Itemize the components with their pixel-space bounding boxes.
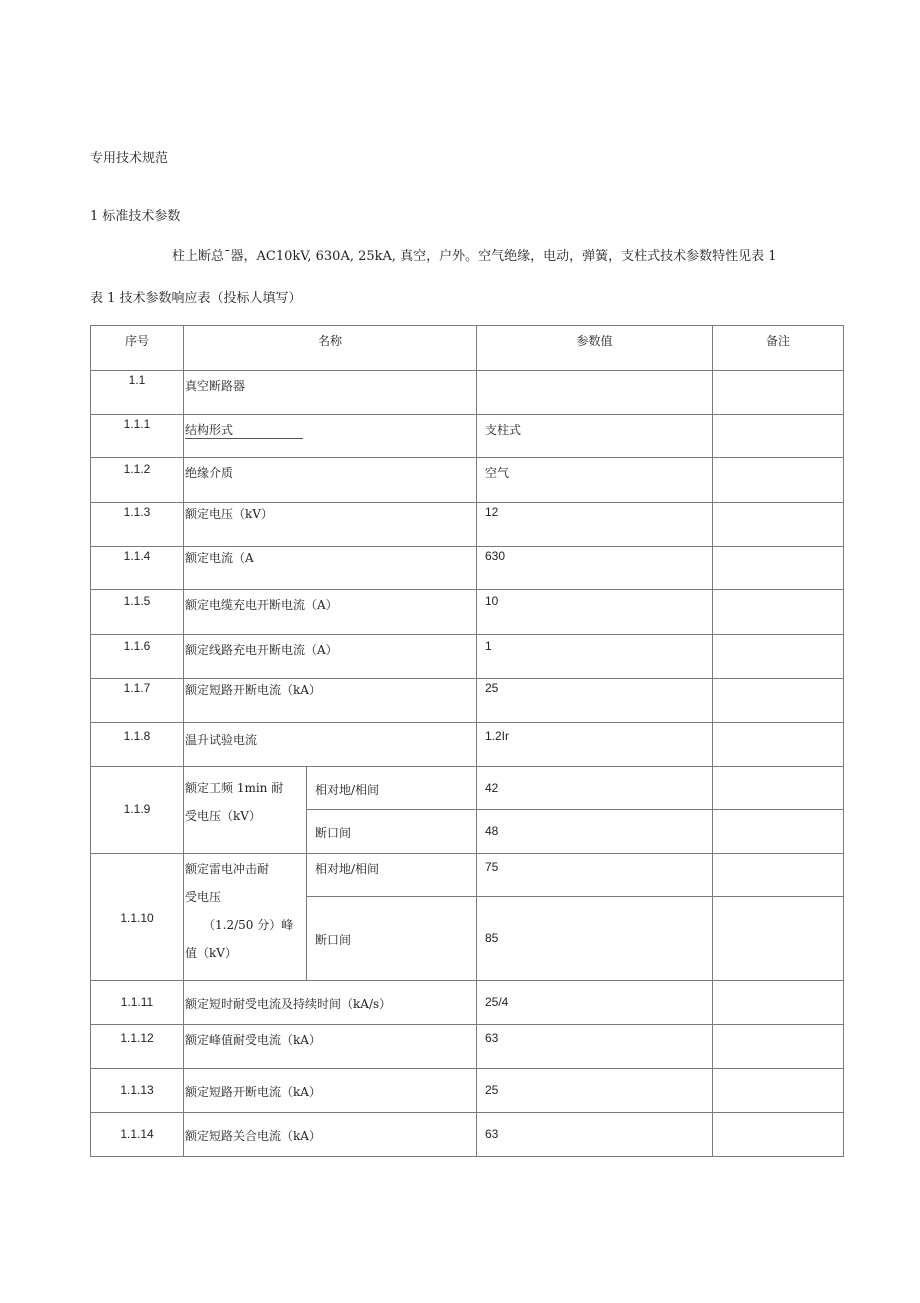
row-value: 63 xyxy=(485,1127,499,1141)
row-remark xyxy=(713,854,844,897)
table-row xyxy=(91,590,844,635)
row-value: 25/4 xyxy=(485,995,509,1009)
row-value: 10 xyxy=(485,594,499,608)
group-name-line: 受电压（kV） xyxy=(185,809,261,823)
row-value: 空气 xyxy=(485,466,510,480)
row-name: 额定短路开断电流（kA） xyxy=(185,683,321,697)
table-row xyxy=(91,1025,844,1069)
group-name-119 xyxy=(184,767,307,854)
row-name: 额定短路关合电流（kA） xyxy=(185,1129,321,1143)
table-row xyxy=(91,635,844,679)
row-seq: 1.1.4 xyxy=(123,549,151,563)
row-seq: 1.1.2 xyxy=(123,462,151,476)
row-seq: 1.1.11 xyxy=(120,995,154,1009)
row-name: 额定电流（A xyxy=(185,551,254,565)
row-seq: 1.1.5 xyxy=(123,594,151,608)
table-row xyxy=(91,371,844,415)
row-remark xyxy=(713,1113,844,1157)
row-seq: 1.1.12 xyxy=(120,1031,154,1045)
row-remark xyxy=(713,547,844,590)
row-remark xyxy=(713,981,844,1025)
header-seq: 序号 xyxy=(91,326,184,371)
group-name-line: 受电压 xyxy=(185,890,222,904)
header-name: 名称 xyxy=(184,326,477,371)
row-value: 42 xyxy=(485,781,499,795)
row-remark xyxy=(713,679,844,723)
section-heading: 1 标准技术参数 xyxy=(90,209,181,224)
row-name: 真空断路器 xyxy=(185,379,246,393)
row-seq: 1.1 xyxy=(128,373,146,387)
row-remark xyxy=(713,767,844,810)
row-name: 额定电缆充电开断电流（A） xyxy=(185,598,338,612)
row-name: 绝缘介质 xyxy=(185,466,234,480)
row-remark xyxy=(713,1025,844,1069)
table-row-group-1110 xyxy=(91,854,844,897)
row-remark xyxy=(713,897,844,981)
row-remark xyxy=(713,415,844,458)
row-seq: 1.1.3 xyxy=(123,505,151,519)
row-remark xyxy=(713,635,844,679)
row-name: 额定峰值耐受电流（kA） xyxy=(185,1033,321,1047)
row-value: 1.2Ir xyxy=(485,729,510,743)
row-value: 75 xyxy=(485,860,499,874)
row-remark xyxy=(713,590,844,635)
sub-label: 相对地/相间 xyxy=(315,783,380,797)
row-remark xyxy=(713,1069,844,1113)
row-seq: 1.1.13 xyxy=(120,1083,154,1097)
row-seq: 1.1.9 xyxy=(123,802,151,816)
row-remark xyxy=(713,371,844,415)
header-value: 参数值 xyxy=(477,326,713,371)
table-header-row xyxy=(91,326,844,371)
row-value: 12 xyxy=(485,505,499,519)
group-name-1110 xyxy=(184,854,307,981)
row-seq: 1.1.14 xyxy=(120,1127,154,1141)
row-seq: 1.1.8 xyxy=(123,729,151,743)
row-value: 支柱式 xyxy=(485,423,522,437)
header-remark: 备注 xyxy=(713,326,844,371)
sub-label: 断口间 xyxy=(315,933,352,947)
row-value: 25 xyxy=(485,681,499,695)
table-row xyxy=(91,547,844,590)
row-seq: 1.1.6 xyxy=(123,639,151,653)
row-seq: 1.1.10 xyxy=(120,911,154,925)
row-remark xyxy=(713,458,844,503)
row-name: 温升试验电流 xyxy=(185,733,258,747)
group-name-line: （1.2/50 分）峰 xyxy=(203,918,294,932)
group-name-line: 额定工频 1min 耐 xyxy=(185,781,284,795)
row-remark xyxy=(713,810,844,854)
document-title: 专用技术规范 xyxy=(90,151,169,166)
table-row xyxy=(91,1069,844,1113)
row-seq: 1.1.1 xyxy=(123,417,151,431)
table-row xyxy=(91,415,844,458)
table-row xyxy=(91,679,844,723)
row-remark xyxy=(713,503,844,547)
row-value: 630 xyxy=(485,549,506,563)
row-value: 85 xyxy=(485,931,499,945)
row-name: 额定线路充电开断电流（A） xyxy=(185,643,338,657)
table-row xyxy=(91,723,844,767)
table-row xyxy=(91,1113,844,1157)
intro-paragraph: 柱上断总¯器，AC10kV, 630A, 25kA, 真空，户外。空气绝缘，电动，弹簧，支柱式技术参数特性见表 1 xyxy=(172,249,777,264)
row-value: 48 xyxy=(485,824,499,838)
sub-label: 断口间 xyxy=(315,826,352,840)
table-row-group-119 xyxy=(91,767,844,810)
row-name: 额定电压（kV） xyxy=(185,507,273,521)
row-value: 25 xyxy=(485,1083,499,1097)
row-value: 63 xyxy=(485,1031,499,1045)
table-row xyxy=(91,503,844,547)
row-name: 额定短时耐受电流及持续时间（kA/s） xyxy=(185,997,392,1011)
row-name: 额定短路开断电流（kA） xyxy=(185,1085,321,1099)
table-caption: 表 1 技术参数响应表（投标人填写） xyxy=(90,291,302,306)
group-name-line: 值（kV） xyxy=(185,946,237,960)
table-row xyxy=(91,981,844,1025)
row-seq: 1.1.7 xyxy=(123,681,151,695)
group-name-line: 额定雷电冲击耐 xyxy=(185,862,270,876)
table-row xyxy=(91,458,844,503)
row-value: 1 xyxy=(485,639,492,653)
sub-label: 相对地/相间 xyxy=(315,862,380,876)
row-name: 结构形式 xyxy=(185,421,303,439)
spec-table xyxy=(90,325,844,1157)
row-remark xyxy=(713,723,844,767)
